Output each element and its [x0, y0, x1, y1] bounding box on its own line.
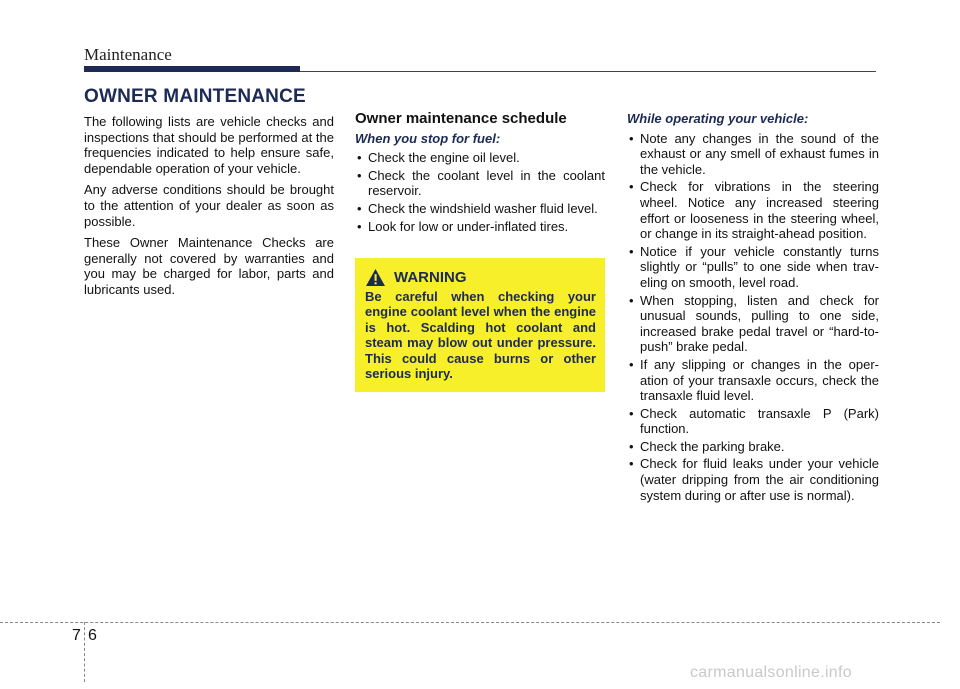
list-item: • Check for fluid leaks under your vehicle (water dripping from the air conditioning system during or after use is normal). — [627, 456, 879, 503]
operating-column — [627, 111, 879, 505]
footer-rule — [0, 622, 940, 623]
warning-text: Be careful when checking your engine coolant level when the engine is hot. Scalding hot coolant and steam may blow out under pressure. This could cause burns or other serious injury. — [365, 289, 596, 382]
header-rule — [300, 71, 876, 72]
list-item: • Check the engine oil level. — [355, 150, 605, 166]
footer-divider — [84, 622, 85, 682]
header-bar — [84, 66, 300, 72]
schedule-column — [355, 111, 605, 236]
list-item: • If any slipping or changes in the operation of your transaxle occurs, check the transaxle fluid level. — [627, 357, 879, 404]
intro-paragraph: These Owner Maintenance Checks are generally not covered by warranties and you may be charged for labor, parts and lubricants used. — [84, 235, 334, 297]
list-item: • When stopping, listen and check for unusual sounds, pulling to one side, increased brake pedal travel or “hard-to-push” brake pedal. — [627, 293, 879, 355]
intro-paragraph: Any adverse conditions should be brought to the attention of your dealer as soon as possible. — [84, 182, 334, 229]
list-item: • Check the windshield washer fluid level. — [355, 201, 605, 217]
warning-title: WARNING — [394, 269, 467, 286]
schedule-title: Owner maintenance schedule — [355, 110, 567, 127]
list-item: • Check the parking brake. — [627, 439, 879, 455]
operating-heading: While operating your vehicle: — [627, 111, 809, 126]
chapter-number: 7 — [72, 627, 81, 644]
fuel-heading: When you stop for fuel: — [355, 130, 501, 146]
warning-header — [365, 268, 596, 287]
intro-paragraph: The following lists are vehicle checks and inspections that should be performed at the frequencies indicated to help ensure safe, dependable operation of your vehicle. — [84, 114, 334, 176]
page-number: 6 — [88, 627, 97, 644]
list-item: • Notice if your vehicle constantly turns slightly or “pulls” to one side when traveling on smooth, level road. — [627, 244, 879, 291]
list-item: • Check automatic transaxle P (Park) function. — [627, 406, 879, 437]
section-title: OWNER MAINTENANCE — [84, 86, 306, 107]
list-item: • Look for low or under-inflated tires. — [355, 219, 605, 235]
intro-column — [84, 114, 334, 304]
watermark: carmanualsonline.info — [690, 664, 852, 681]
list-item: • Note any changes in the sound of the exhaust or any smell of exhaust fumes in the vehicle. — [627, 131, 879, 178]
header-title: Maintenance — [84, 45, 172, 64]
warning-box — [355, 258, 605, 392]
operating-list — [627, 131, 879, 504]
list-item: • Check the coolant level in the coolant reservoir. — [355, 168, 605, 199]
warning-triangle-icon — [365, 268, 386, 287]
fuel-list — [355, 150, 605, 234]
list-item: • Check for vibrations in the steering wheel. Notice any increased steering effort or looseness in the steering wheel, or change in its straight-ahead position. — [627, 179, 879, 241]
